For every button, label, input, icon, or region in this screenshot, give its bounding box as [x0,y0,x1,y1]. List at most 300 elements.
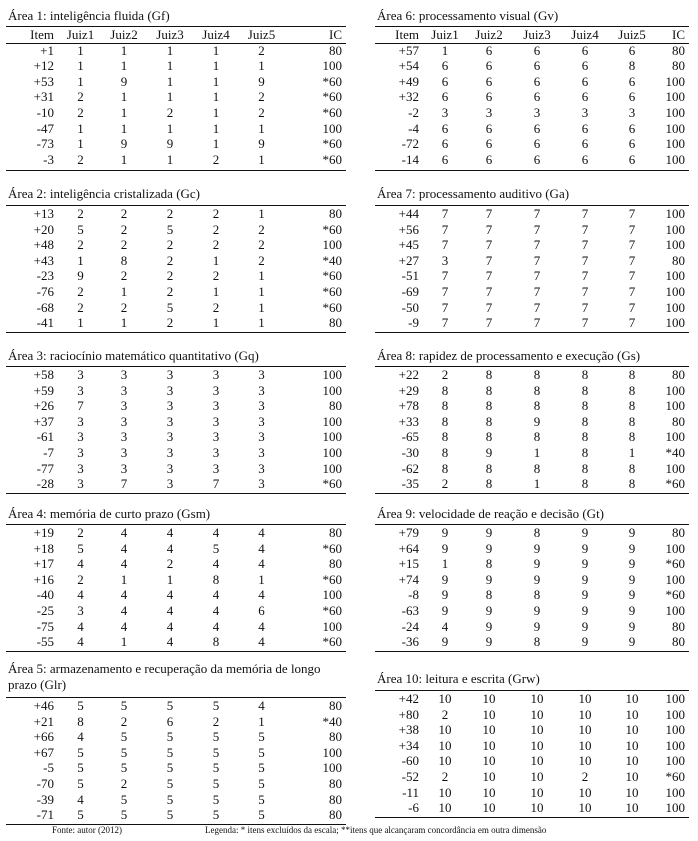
judge-cell: 10 [482,691,496,706]
judge-cell: 3 [77,382,84,398]
table-row [375,556,689,572]
area-table [6,367,346,492]
judge-cell: 5 [166,698,174,713]
judge-cell: 4 [120,587,128,603]
judge-cell: 6 [485,89,493,105]
item-cell: -52 [401,768,419,784]
judge-cell: 2 [120,299,128,315]
column-header: Juiz3 [523,27,551,42]
judge-cell: 3 [628,104,636,120]
judge-cell: 7 [441,315,449,331]
judge-cell: 4 [77,791,84,807]
item-cell: -4 [408,120,419,136]
item-cell: +53 [33,73,54,89]
table-row [375,367,689,383]
judge-cell: 5 [120,698,128,713]
judge-cell: 5 [77,807,84,823]
judge-cell: 8 [485,460,493,476]
ic-cell: 80 [329,556,342,572]
table-row [6,429,346,445]
area-table [375,367,689,492]
judge-cell: 3 [166,413,174,429]
ic-cell: 80 [672,42,685,58]
judge-cell: 9 [485,444,493,460]
table-row [6,74,346,90]
judge-cell: 10 [482,722,496,738]
judge-cell: 6 [485,73,493,89]
table-row [375,222,689,238]
ic-cell: 80 [329,525,342,540]
judge-cell: 2 [441,706,449,722]
ic-cell: *60 [665,768,685,784]
judge-cell: 4 [212,525,220,540]
judge-cell: 9 [581,540,589,556]
judge-cell: 5 [212,760,220,776]
ic-cell: *60 [322,299,342,315]
judge-cell: 5 [166,729,174,745]
judge-cell: 5 [212,791,220,807]
judge-cell: 3 [212,444,220,460]
judge-cell: 9 [258,136,265,152]
header-row [6,27,346,43]
judge-cell: 1 [258,315,265,331]
judge-cell: 2 [166,556,174,572]
judge-cell: 1 [533,476,541,492]
ic-cell: 80 [329,42,342,58]
item-cell: +79 [398,525,419,540]
judge-cell: 6 [581,58,589,74]
ic-cell: *60 [322,151,342,167]
ic-cell: 100 [665,800,685,816]
judge-cell: 9 [628,618,636,634]
judge-cell: 2 [258,104,265,120]
judge-cell: 4 [77,556,84,572]
judge-cell: 7 [581,299,589,315]
item-cell: +67 [33,744,54,760]
item-cell: -77 [36,460,54,476]
judge-cell: 8 [628,382,636,398]
area-table [6,525,346,650]
column-header: Juiz3 [156,27,184,42]
judge-cell: 6 [533,136,541,152]
item-cell: -6 [408,800,419,816]
judge-cell: 10 [625,737,639,753]
judge-cell: 7 [628,299,636,315]
table-row [375,572,689,588]
ic-cell: 100 [665,315,685,331]
item-cell: +44 [398,206,419,221]
column-header: Juiz4 [202,27,230,42]
judge-cell: 7 [441,283,449,299]
area-title: Área 10: leitura e escrita (Grw) [377,671,540,686]
judge-cell: 3 [166,429,174,445]
table-row [375,461,689,477]
judge-cell: 1 [77,42,84,58]
area-title: Área 7: processamento auditivo (Ga) [377,186,570,201]
judge-cell: 3 [212,382,220,398]
judge-cell: 5 [212,729,220,745]
ic-cell: 80 [329,807,342,823]
table-row [6,776,346,792]
judge-cell: 3 [258,444,265,460]
item-cell: +46 [33,698,54,713]
judge-cell: 2 [120,237,128,253]
table-row [6,572,346,588]
judge-cell: 10 [578,800,592,816]
item-cell: +78 [398,398,419,414]
table-row [6,268,346,284]
ic-cell: *60 [322,268,342,284]
ic-cell: 100 [665,691,685,706]
judge-cell: 6 [441,89,449,105]
ic-cell: *60 [322,571,342,587]
judge-cell: 10 [625,784,639,800]
item-cell: -11 [402,784,419,800]
judge-cell: 8 [441,382,449,398]
judge-cell: 1 [77,315,84,331]
table-row [375,398,689,414]
item-cell: -68 [36,299,54,315]
ic-cell: 100 [322,744,342,760]
judge-cell: 6 [533,120,541,136]
judge-cell: 9 [581,587,589,603]
judge-cell: 1 [258,713,265,729]
table-row [375,476,689,492]
item-cell: +27 [398,252,419,268]
judge-cell: 4 [258,634,265,650]
item-cell: -60 [401,753,419,769]
judge-cell: 6 [581,120,589,136]
table-row [375,89,689,105]
judge-cell: 8 [441,444,449,460]
judge-cell: 6 [533,73,541,89]
table-row [6,634,346,650]
area-title: Área 9: velocidade de reação e decisão (Gt) [377,506,605,521]
ic-cell: 80 [329,398,342,414]
judge-cell: 3 [485,104,493,120]
judge-cell: 10 [530,706,544,722]
judge-cell: 2 [120,775,128,791]
rule-bottom [375,817,689,818]
judge-cell: 2 [120,268,128,284]
column-header: Juiz5 [247,27,276,42]
judge-cell: 1 [212,136,220,152]
ic-cell: 100 [322,587,342,603]
judge-cell: 3 [166,460,174,476]
judge-cell: 1 [533,444,541,460]
table-row [375,445,689,461]
column-header: Juiz2 [110,27,138,42]
judge-cell: 3 [77,429,84,445]
judge-cell: 1 [441,556,449,572]
table-row [6,284,346,300]
ic-cell: 100 [665,206,685,221]
judge-cell: 1 [166,73,174,89]
ic-cell: 100 [665,299,685,315]
item-cell: -63 [401,602,419,618]
judge-cell: 9 [441,602,449,618]
item-cell: -30 [401,444,419,460]
judge-cell: 2 [212,206,220,221]
judge-cell: 6 [441,120,449,136]
item-cell: -24 [401,618,419,634]
judge-cell: 3 [77,444,84,460]
judge-cell: 6 [628,73,636,89]
table-row [375,525,689,541]
judge-cell: 10 [482,737,496,753]
ic-cell: *60 [665,476,685,492]
table-row [6,367,346,383]
judge-cell: 10 [482,768,496,784]
table-row [6,383,346,399]
judge-cell: 1 [120,89,128,105]
judge-cell: 9 [485,618,493,634]
source-note: Fonte: autor (2012) [52,825,122,835]
judge-cell: 5 [212,775,220,791]
judge-cell: 6 [581,73,589,89]
ic-cell: 80 [672,413,685,429]
table-row [375,74,689,90]
judge-cell: 8 [533,398,541,414]
table-row [6,541,346,557]
judge-cell: 1 [258,283,265,299]
judge-cell: 1 [166,58,174,74]
ic-cell: 80 [329,775,342,791]
judge-cell: 1 [120,58,128,74]
ic-cell: 100 [665,73,685,89]
judge-cell: 9 [258,73,265,89]
judge-cell: 5 [166,744,174,760]
judge-cell: 4 [212,556,220,572]
judge-cell: 8 [212,571,220,587]
judge-cell: 4 [212,618,220,634]
ic-cell: 80 [329,791,342,807]
area-title: Área 6: processamento visual (Gv) [377,8,559,23]
rule-bottom [375,332,689,333]
judge-cell: 3 [258,476,265,492]
judge-cell: 1 [212,283,220,299]
header-row [375,27,689,43]
judge-cell: 8 [533,587,541,603]
judge-cell: 8 [441,398,449,414]
judge-cell: 7 [441,206,449,221]
judge-cell: 3 [120,413,128,429]
judge-cell: 2 [258,42,265,58]
table-row [6,792,346,808]
item-cell: +56 [398,221,419,237]
judge-cell: 5 [77,760,84,776]
item-cell: +13 [33,206,54,221]
judge-cell: 2 [77,151,84,167]
ic-cell: *40 [665,444,685,460]
judge-cell: 1 [166,571,174,587]
judge-cell: 3 [120,429,128,445]
ic-cell: *40 [322,252,342,268]
judge-cell: 10 [625,753,639,769]
judge-cell: 5 [77,698,84,713]
judge-cell: 2 [77,299,84,315]
judge-cell: 1 [258,299,265,315]
ic-cell: 100 [322,444,342,460]
judge-cell: 3 [77,460,84,476]
item-cell: -50 [401,299,419,315]
judge-cell: 5 [77,775,84,791]
judge-cell: 9 [533,602,541,618]
judge-cell: 5 [120,791,128,807]
judge-cell: 1 [120,151,128,167]
judge-cell: 10 [530,768,544,784]
judge-cell: 7 [533,283,541,299]
judge-cell: 2 [441,768,449,784]
item-cell: +58 [33,367,54,382]
judge-cell: 10 [578,691,592,706]
table-row [6,237,346,253]
judge-cell: 8 [628,367,636,382]
judge-cell: 7 [533,299,541,315]
judge-cell: 4 [258,587,265,603]
item-cell: +22 [398,367,419,382]
table-row [6,698,346,714]
judge-cell: 1 [441,42,449,58]
judge-cell: 7 [77,398,84,414]
judge-cell: 2 [77,283,84,299]
judge-cell: 8 [581,476,589,492]
ic-cell: 100 [665,571,685,587]
item-cell: +16 [33,571,54,587]
judge-cell: 10 [438,784,452,800]
item-cell: -7 [43,444,54,460]
judge-cell: 7 [212,476,220,492]
judge-cell: 10 [482,753,496,769]
table-row [375,284,689,300]
judge-cell: 6 [581,136,589,152]
judge-cell: 2 [120,713,128,729]
judge-cell: 8 [581,444,589,460]
table-row [6,745,346,761]
judge-cell: 2 [441,367,449,382]
judge-cell: 4 [120,540,128,556]
area-table [6,27,346,167]
judge-cell: 10 [438,691,452,706]
item-cell: -5 [43,760,54,776]
table-row [375,800,689,816]
area-table [6,206,346,331]
ic-cell: 80 [672,618,685,634]
judge-cell: 6 [628,136,636,152]
area-table [375,27,689,167]
judge-cell: 10 [578,753,592,769]
ic-cell: *60 [322,602,342,618]
judge-cell: 1 [212,315,220,331]
table-row [6,398,346,414]
judge-cell: 8 [628,58,636,74]
judge-cell: 9 [441,634,449,650]
judge-cell: 1 [258,571,265,587]
judge-cell: 3 [77,476,84,492]
judge-cell: 6 [533,58,541,74]
item-cell: -25 [36,602,54,618]
table-row [375,619,689,635]
judge-cell: 3 [166,382,174,398]
table-row [375,785,689,801]
judge-cell: 8 [628,413,636,429]
table-row [375,152,689,168]
judge-cell: 8 [581,367,589,382]
column-header: Juiz1 [431,27,459,42]
table-row [6,222,346,238]
judge-cell: 2 [166,104,174,120]
ic-cell: *60 [322,136,342,152]
judge-cell: 10 [625,768,639,784]
judge-cell: 2 [258,237,265,253]
judge-cell: 1 [77,73,84,89]
judge-cell: 5 [258,744,265,760]
table-row [6,603,346,619]
judge-cell: 1 [258,120,265,136]
ic-cell: 80 [672,367,685,382]
judge-cell: 9 [120,73,128,89]
judge-cell: 2 [77,104,84,120]
ic-cell: 100 [322,58,342,74]
item-cell: -70 [36,775,54,791]
judge-cell: 4 [212,602,220,618]
judge-cell: 8 [441,429,449,445]
judge-cell: 3 [441,252,449,268]
judge-cell: 5 [77,221,84,237]
judge-cell: 8 [441,413,449,429]
ic-cell: 100 [322,760,342,776]
ic-cell: 100 [322,460,342,476]
ic-cell: 100 [665,737,685,753]
ic-cell: 80 [329,698,342,713]
judge-cell: 8 [628,460,636,476]
ic-cell: 100 [665,268,685,284]
judge-cell: 3 [581,104,589,120]
judge-cell: 1 [77,136,84,152]
judge-cell: 9 [581,634,589,650]
judge-cell: 4 [258,525,265,540]
judge-cell: 9 [628,571,636,587]
ic-cell: 100 [665,398,685,414]
judge-cell: 7 [441,299,449,315]
judge-cell: 4 [120,602,128,618]
judge-cell: 7 [581,237,589,253]
judge-cell: 2 [258,252,265,268]
ic-cell: *60 [322,89,342,105]
item-cell: +33 [398,413,419,429]
ic-cell: *60 [322,221,342,237]
table-row [375,587,689,603]
judge-cell: 10 [482,784,496,800]
judge-cell: 2 [212,299,220,315]
judge-cell: 6 [441,151,449,167]
judge-cell: 7 [628,237,636,253]
table-row [375,738,689,754]
item-cell: +21 [33,713,54,729]
table-row [6,300,346,316]
judge-cell: 7 [485,268,493,284]
item-cell: +38 [398,722,419,738]
item-cell: +80 [398,706,419,722]
judge-cell: 3 [166,398,174,414]
item-cell: +32 [398,89,419,105]
table-row [6,152,346,168]
ic-cell: *60 [322,283,342,299]
table-row [375,121,689,137]
item-cell: -35 [401,476,419,492]
item-cell: +20 [33,221,54,237]
item-cell: +54 [398,58,419,74]
